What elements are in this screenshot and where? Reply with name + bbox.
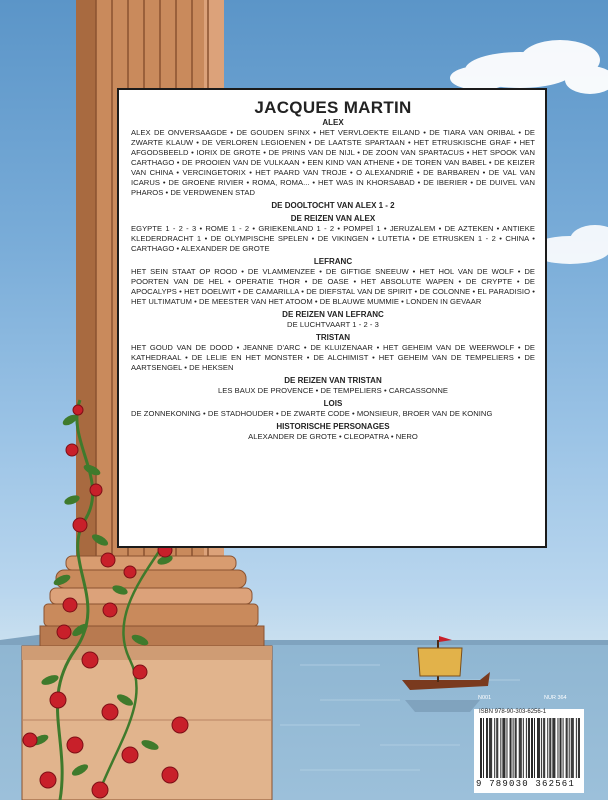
section-heading: DE DOOLTOCHT VAN ALEX 1 - 2 [271, 201, 395, 210]
distribution-code: N001 [478, 695, 492, 701]
section-titles: HET SEIN STAAT OP ROOD • DE VLAMMENZEE • DE GIFTIGE SNEEUW • HET HOL VAN DE WOLF • DE POORTEN VAN DE HEL • OPERATIE THOR • DE OASE • HET ABSOLUTE WAPEN • DE CRYPTE • DE APOCALYPS • HET DOELWIT • DE CAMARILLA • DE DIEFSTAL VAN DE SPIRIT • DE COLONNE • EL PARADISIO • HET ULTIMATUM • DE MEESTER VAN HET ATOOM • DE BLAUWE MUMMIE • LONDEN IN GEVAAR [131, 267, 535, 306]
series-sections [131, 118, 535, 442]
section-titles: DE LUCHTVAART 1 - 2 - 3 [287, 320, 379, 329]
section-titles: LES BAUX DE PROVENCE • DE TEMPELIERS • CARCASSONNE [217, 386, 449, 395]
section-heading: HISTORISCHE PERSONAGES [276, 422, 390, 431]
section-heading: LOIS [323, 399, 343, 408]
barcode-bars [480, 718, 580, 778]
title-list-panel [117, 88, 547, 548]
nur-code: NUR 364 [544, 695, 567, 701]
section-heading: DE REIZEN VAN TRISTAN [284, 376, 382, 385]
barcode-digits: 9 789030 362561 [476, 779, 576, 789]
author-title: JACQUES MARTIN [254, 98, 412, 117]
ship-illustration [402, 636, 490, 712]
section-heading: DE REIZEN VAN LEFRANC [282, 310, 384, 319]
isbn-text: ISBN 978-90-303-6256-1 [479, 709, 547, 715]
section-heading: TRISTAN [315, 333, 351, 342]
section-titles: EGYPTE 1 - 2 - 3 • ROME 1 - 2 • GRIEKENLAND 1 - 2 • POMPEÏ 1 • JERUZALEM • DE AZTEKEN • ANTIEKE KLEDERDRACHT 1 • DE OLYMPISCHE SPELEN • DE VIKINGEN • LUTETIA • DE ETRUSKEN 1 - 2 • CHINA • CARTHAGO • ALEXANDER DE GROTE [131, 224, 535, 253]
section-titles: HET GOUD VAN DE DOOD • JEANNE D'ARC • DE KLUIZENAAR • HET GEHEIM VAN DE WEERWOLF • DE KATHEDRAAL • DE LELIE EN HET MONSTER • DE ALCHIMIST • HET GEHEIM VAN DE TEMPELIERS • DE AARTSENGEL • DE HEKSEN [131, 343, 535, 372]
cloud-shape [450, 40, 608, 94]
section-titles: ALEXANDER DE GROTE • CLEOPATRA • NERO [248, 432, 418, 441]
section-heading: ALEX [322, 118, 344, 127]
section-heading: DE REIZEN VAN ALEX [290, 214, 376, 223]
section-heading: LEFRANC [313, 257, 353, 266]
section-titles: DE ZONNEKONING • DE STADHOUDER • DE ZWARTE CODE • MONSIEUR, BROER VAN DE KONING [131, 409, 493, 418]
barcode-block [474, 695, 584, 793]
section-titles: ALEX DE ONVERSAAGDE • DE GOUDEN SFINX • HET VERVLOEKTE EILAND • DE TIARA VAN ORIBAL • DE ZWARTE KLAUW • DE VERLOREN LEGIOENEN • DE LAATSTE SPARTAAN • HET ETRUSKISCHE GRAF • HET AFGODSBEELD • IORIX DE GROTE • DE PRINS VAN DE NIJL • DE ZOON VAN SPARTACUS • HET SPOOK VAN CARTHAGO • DE PROOIEN VAN DE VULKAAN • EEN KIND VAN ATHENE • DE TOREN VAN BABEL • DE KEIZER VAN CHINA • VERCINGETORIX • HET PAARD VAN TROJE • O ALEXANDRIË • DE BARBAREN • DE VAL VAN ICARUS • DE GROENE RIVIER • ROMA, ROMA... • HET WAS IN KHORSABAD • DE IBERIER • DE DUIVEL VAN PHAROS • DE VERDWENEN STAD [131, 128, 535, 197]
